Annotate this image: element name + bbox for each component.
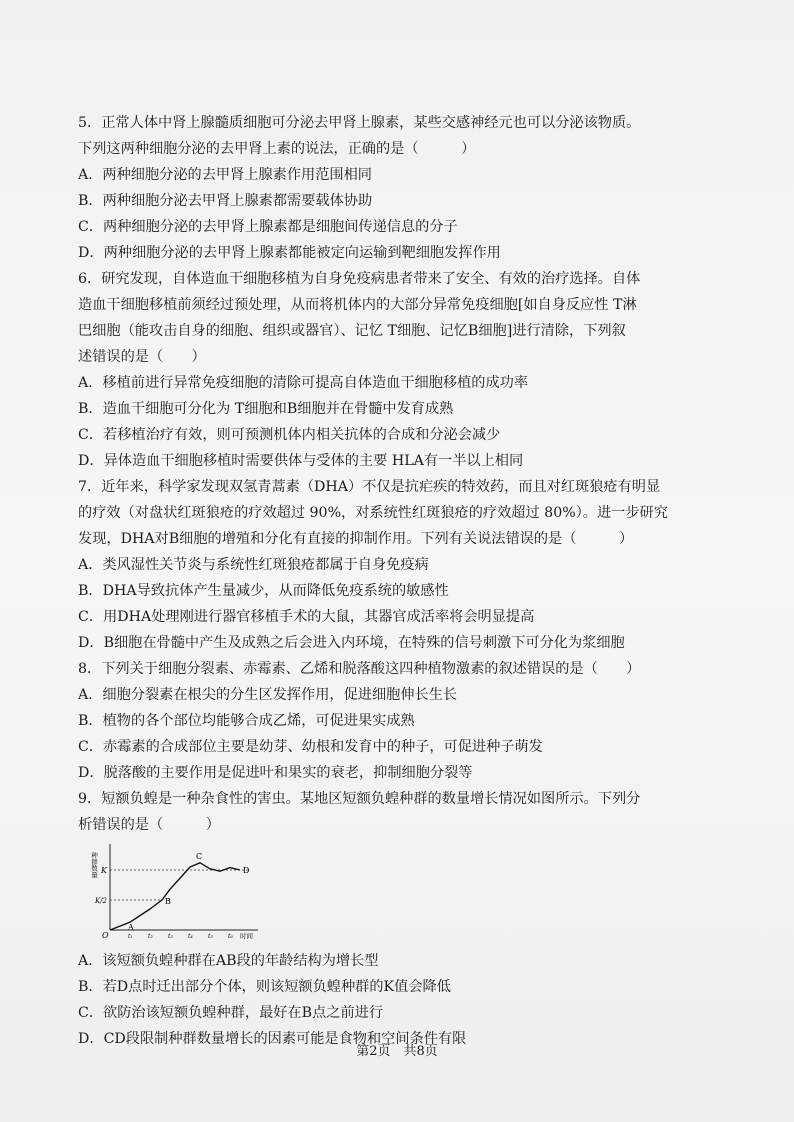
option-d: D．CD段限制种群数量增长的因素可能是食物和空间条件有限 <box>78 1031 467 1047</box>
point-label: D <box>243 866 250 875</box>
option-b: B．DHA导致抗体产生量减少，从而降低免疫系统的敏感性 <box>78 583 449 599</box>
question-stem-line: 8．下列关于细胞分裂素、赤霉素、乙烯和脱落酸这四种植物激素的叙述错误的是（ ） <box>78 661 641 677</box>
option-c: C．用DHA处理刚进行器官移植手术的大鼠，其器官成活率将会明显提高 <box>78 609 535 625</box>
question-5 <box>78 110 718 266</box>
option-b: B．造血干细胞可分化为 T细胞和B细胞并在骨髓中发育成熟 <box>78 401 454 417</box>
question-stem-line: 发现，DHA对B细胞的增殖和分化有直接的抑制作用。下列有关说法错误的是（ ） <box>78 531 634 547</box>
option-d: D．脱落酸的主要作用是促进叶和果实的衰老，抑制细胞分裂等 <box>78 765 473 781</box>
option-d: D．异体造血干细胞移植时需要供体与受体的主要 HLA有一半以上相同 <box>78 453 524 469</box>
question-stem-line: 下列这两种细胞分泌的去甲肾上素的说法，正确的是（ ） <box>78 141 476 157</box>
x-tick-label: t₄ <box>188 933 193 940</box>
question-6 <box>78 266 718 474</box>
option-c: C．若移植治疗有效，则可预测机体内相关抗体的合成和分泌会减少 <box>78 427 501 443</box>
point-label: A <box>128 923 134 933</box>
option-d: D．B细胞在骨髓中产生及成熟之后会进入内环境，在特殊的信号刺激下可分化为浆细胞 <box>78 635 625 651</box>
question-stem-line: 5．正常人体中肾上腺髓质细胞可分泌去甲肾上腺素，某些交感神经元也可以分泌该物质。 <box>78 115 641 131</box>
question-stem-line: 7．近年来，科学家发现双氢青蒿素（DHA）不仅是抗疟疾的特效药，而且对红斑狼疮有明显 <box>78 479 661 495</box>
population-curve <box>110 863 240 933</box>
option-a: A．细胞分裂素在根尖的分生区发挥作用，促进细胞伸长生长 <box>78 687 458 703</box>
chart-svg <box>88 842 268 942</box>
point-label: B <box>165 897 171 906</box>
option-a: A．该短额负蝗种群在AB段的年龄结构为增长型 <box>78 953 379 969</box>
x-tick-label: t₅ <box>208 933 213 940</box>
option-c: C．欲防治该短额负蝗种群，最好在B点之前进行 <box>78 1005 384 1021</box>
question-9 <box>78 786 718 1052</box>
question-stem-line: 述错误的是（ ） <box>78 349 206 365</box>
option-a: A．两种细胞分泌的去甲肾上腺素作用范围相同 <box>78 167 372 183</box>
page-number: 第2页 共8页 <box>356 1044 438 1059</box>
question-stem-line: 造血干细胞移植前须经过预处理，从而将机体内的大部分异常免疫细胞[如自身反应性 T淋 <box>78 297 637 313</box>
question-stem-line: 的疗效（对盘状红斑狼疮的疗效超过 90%，对系统性红斑狼疮的疗效超过 80%）。进一步研究 <box>78 505 668 521</box>
option-d: D．两种细胞分泌的去甲肾上腺素都能被定向运输到靶细胞发挥作用 <box>78 245 501 261</box>
option-a: A．类风湿性关节炎与系统性红斑狼疮都属于自身免疫病 <box>78 557 429 573</box>
y-tick-label: K/2 <box>94 897 107 905</box>
x-tick-label: t₃ <box>168 933 173 940</box>
y-axis-label: 种群数量 <box>90 852 98 878</box>
x-tick-label: t₆ <box>228 933 233 940</box>
population-growth-chart <box>88 842 268 942</box>
x-tick-label: t₂ <box>148 933 153 940</box>
question-list <box>78 110 718 1052</box>
option-c: C．两种细胞分泌的去甲肾上腺素都是细胞间传递信息的分子 <box>78 219 458 235</box>
question-stem-line: 9．短额负蝗是一种杂食性的害虫。某地区短额负蝗种群的数量增长情况如图所示。下列分 <box>78 791 641 807</box>
x-axis-label: 时间 <box>240 932 253 940</box>
option-b: B．植物的各个部位均能够合成乙烯，可促进果实成熟 <box>78 713 415 729</box>
question-8 <box>78 656 718 786</box>
question-stem-line: 6．研究发现，自体造血干细胞移植为自身免疫病患者带来了安全、有效的治疗选择。自体 <box>78 271 641 287</box>
question-stem-line: 巴细胞（能攻击自身的细胞、组织或器官）、记忆 T细胞、记忆B细胞]进行清除，下列叙 <box>78 323 626 339</box>
point-label: C <box>196 851 203 861</box>
option-b: B．两种细胞分泌去甲肾上腺素都需要载体协助 <box>78 193 373 209</box>
option-a: A．移植前进行异常免疫细胞的清除可提高自体造血干细胞移植的成功率 <box>78 375 529 391</box>
x-tick-label: t₁ <box>128 933 133 940</box>
origin-label: O <box>102 931 109 940</box>
question-7 <box>78 474 718 656</box>
option-c: C．赤霉素的合成部位主要是幼芽、幼根和发育中的种子，可促进种子萌发 <box>78 739 543 755</box>
option-b: B．若D点时迁出部分个体，则该短额负蝗种群的K值会降低 <box>78 979 451 995</box>
question-stem-line: 析错误的是（ ） <box>78 817 220 833</box>
y-tick-label: K <box>101 866 107 875</box>
